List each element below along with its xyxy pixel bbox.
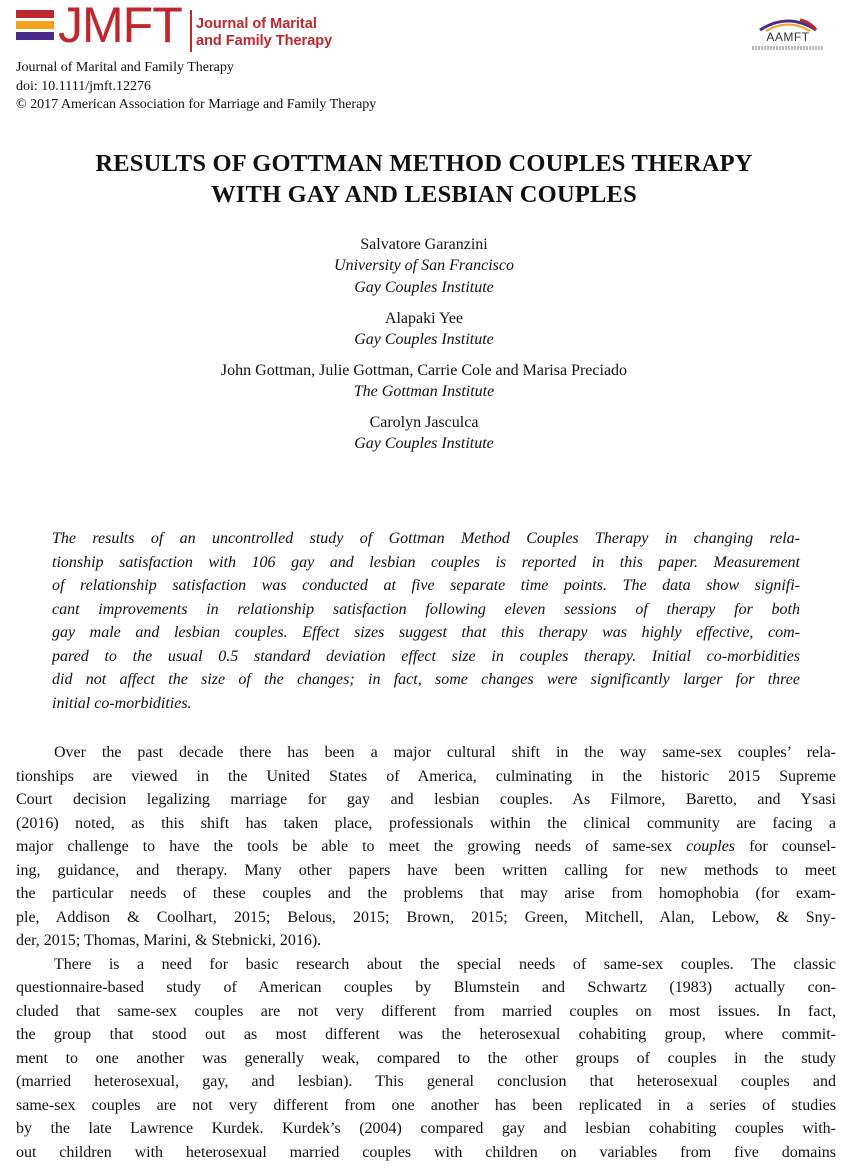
- logo-bar-purple: [16, 32, 54, 40]
- aamft-logo: [744, 16, 832, 60]
- author-affiliation: Gay Couples Institute: [354, 435, 494, 452]
- paper-title-line1: RESULTS OF GOTTMAN METHOD COUPLES THERAPY: [95, 150, 753, 177]
- author-block: [0, 360, 848, 403]
- body-line: ing, guidance, and therapy. Many other papers have been written calling for new methods to meet: [16, 861, 836, 879]
- body-line: same-sex couples are not very different from one another has been replicated in a series of studies: [16, 1096, 836, 1114]
- logo-bar-orange: [16, 21, 54, 29]
- aamft-logo-text: AAMFT: [766, 30, 810, 44]
- author-block: [0, 308, 848, 351]
- jmft-logo-text: JMFT: [58, 0, 182, 53]
- author-list: [0, 234, 848, 464]
- body-line: [16, 835, 836, 859]
- author-affiliation: The Gottman Institute: [353, 383, 495, 400]
- body-line: ple, Addison & Coolhart, 2015; Belous, 2015; Brown, 2015; Green, Mitchell, Alan, Lebow, & Sny-: [16, 908, 836, 926]
- author-block: [0, 412, 848, 455]
- citation-doi: doi: 10.1111/jmft.12276: [16, 78, 151, 94]
- abstract-line: gay male and lesbian couples. Effect sizes suggest that this therapy was highly effective, com-: [52, 624, 800, 641]
- abstract-line: The results of an uncontrolled study of Gottman Method Couples Therapy in changing rela-: [52, 530, 800, 547]
- logo-bar-red: [16, 10, 54, 18]
- body-line: There is a need for basic research about the special needs of same-sex couples. The classic: [54, 955, 836, 973]
- author-name: Salvatore Garanzini: [360, 236, 488, 253]
- body-text-span: for counsel-: [735, 838, 836, 855]
- author-name: Alapaki Yee: [384, 310, 464, 327]
- author-affiliation: Gay Couples Institute: [354, 331, 494, 348]
- author-name: John Gottman, Julie Gottman, Carrie Cole and Marisa Preciado: [220, 362, 628, 379]
- body-line: cluded that same-sex couples are not very different from married couples on most issues. In fact,: [16, 1002, 836, 1020]
- body-line: (married heterosexual, gay, and lesbian). This general conclusion that heterosexual couples and: [16, 1073, 836, 1090]
- journal-header: [16, 0, 836, 60]
- journal-name-line1: Journal of Marital: [196, 16, 317, 32]
- abstract-line: did not affect the size of the changes; in fact, some changes were significantly larger for three: [52, 671, 800, 688]
- journal-name: [196, 16, 332, 50]
- author-affiliation: Gay Couples Institute: [354, 279, 494, 296]
- aamft-tagline-icon: [752, 46, 824, 50]
- author-affiliation: University of San Francisco: [334, 257, 514, 274]
- abstract-line: cant improvements in relationship satisfaction following eleven sessions of therapy for both: [52, 600, 800, 618]
- body-line: der, 2015; Thomas, Marini, & Stebnicki, 2016).: [16, 932, 322, 949]
- abstract-line: initial co-morbidities.: [52, 694, 192, 712]
- emphasis-couples: couples: [686, 838, 736, 855]
- body-line: Over the past decade there has been a major cultural shift in the way same-sex couples’ rela-: [54, 744, 836, 761]
- body-text-span: major challenge to have the tools be able to meet the growing needs of same-sex: [16, 838, 687, 855]
- citation-copyright: © 2017 American Association for Marriage and Family Therapy: [16, 97, 377, 112]
- citation-block: [16, 59, 376, 115]
- body-line: ment to one another was generally weak, compared to the other groups of couples in the study: [16, 1049, 836, 1067]
- body-line: Court decision legalizing marriage for gay and lesbian couples. As Filmore, Baretto, and Ysasi: [16, 791, 836, 808]
- paper-title: [0, 148, 848, 210]
- body-line: (2016) noted, as this shift has taken place, professionals within the clinical community are facing a: [16, 814, 836, 832]
- abstract-line: of relationship satisfaction was conducted at five separate time points. The data show signifi-: [52, 577, 800, 594]
- paragraph-1: [16, 741, 836, 953]
- journal-name-line2: and Family Therapy: [196, 33, 333, 49]
- author-name: Carolyn Jasculca: [369, 414, 479, 431]
- body-text: [16, 741, 836, 1164]
- jmft-logo-bars-icon: [16, 10, 54, 43]
- abstract-line: pared to the usual 0.5 standard deviation effect size in couples therapy. Initial co-morbidities: [52, 647, 800, 665]
- body-line: questionnaire-based study of American couples by Blumstein and Schwartz (1983) actually con-: [16, 979, 836, 996]
- paragraph-2: [16, 953, 836, 1165]
- body-line: the particular needs of these couples and the problems that may arise from homophobia (for exam-: [16, 885, 836, 902]
- abstract: [52, 527, 800, 715]
- body-line: out children with heterosexual married couples with children on variables from five domains: [16, 1143, 836, 1161]
- paper-title-line2: WITH GAY AND LESBIAN COUPLES: [211, 181, 637, 208]
- abstract-line: tionship satisfaction with 106 gay and lesbian couples is reported in this paper. Measurement: [52, 553, 800, 571]
- author-block: [0, 234, 848, 299]
- body-line: by the late Lawrence Kurdek. Kurdek’s (2004) compared gay and lesbian cohabiting couples with-: [16, 1120, 836, 1137]
- citation-journal: Journal of Marital and Family Therapy: [16, 60, 234, 75]
- logo-divider: [190, 10, 192, 52]
- body-line: tionships are viewed in the United States of America, culminating in the historic 2015 Supreme: [16, 767, 836, 785]
- body-line: the group that stood out as most different was the heterosexual cohabiting group, where commit-: [16, 1026, 836, 1043]
